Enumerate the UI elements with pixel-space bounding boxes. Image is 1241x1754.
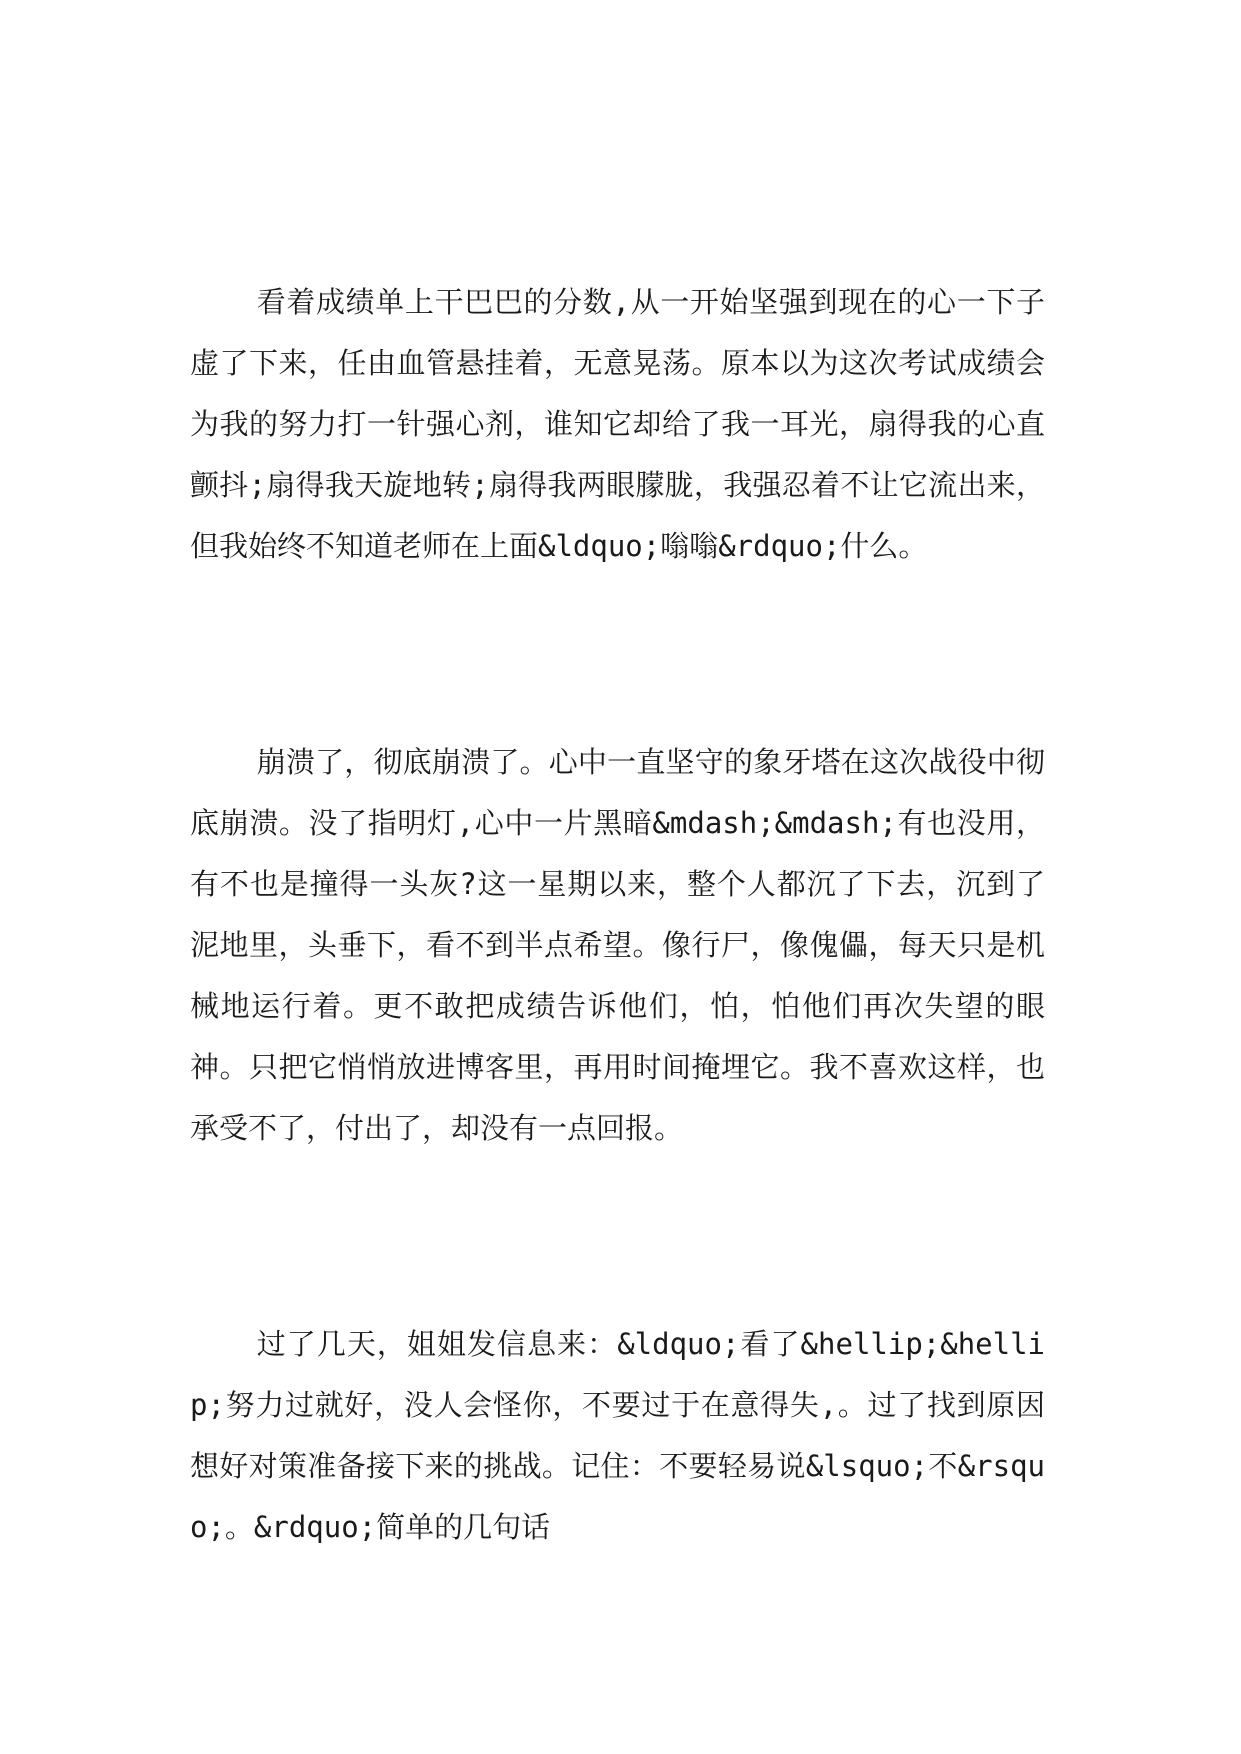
document-body xyxy=(190,272,1045,1558)
paragraph-1: 看着成绩单上干巴巴的分数,从一开始坚强到现在的心一下子虚了下来，任由血管悬挂着，无意晃荡。原本以为这次考试成绩会为我的努力打一针强心剂，谁知它却给了我一耳光，扇得我的心直颤抖;扇得我天旋地转;扇得我两眼朦胧，我强忍着不让它流出来，但我始终不知道老师在上面&ldquo;嗡嗡&rdquo;什么。 xyxy=(190,285,1045,563)
paragraph-3: 过了几天，姐姐发信息来：&ldquo;看了&hellip;&hellip;努力过就好，没人会怪你，不要过于在意得失,。过了找到原因想好对策准备接下来的挑战。记住：不要轻易说&lsquo;不&rsquo;。&rdquo;简单的几句话 xyxy=(190,1327,1045,1544)
paragraph-2: 崩溃了，彻底崩溃了。心中一直坚守的象牙塔在这次战役中彻底崩溃。没了指明灯,心中一片黑暗&mdash;&mdash;有也没用，有不也是撞得一头灰?这一星期以来，整个人都沉了下去，沉到了泥地里，头垂下，看不到半点希望。像行尸，像傀儡，每天只是机械地运行着。更不敢把成绩告诉他们，怕，怕他们再次失望的眼神。只把它悄悄放进博客里，再用时间掩埋它。我不喜欢这样，也承受不了，付出了，却没有一点回报。 xyxy=(190,745,1045,1145)
